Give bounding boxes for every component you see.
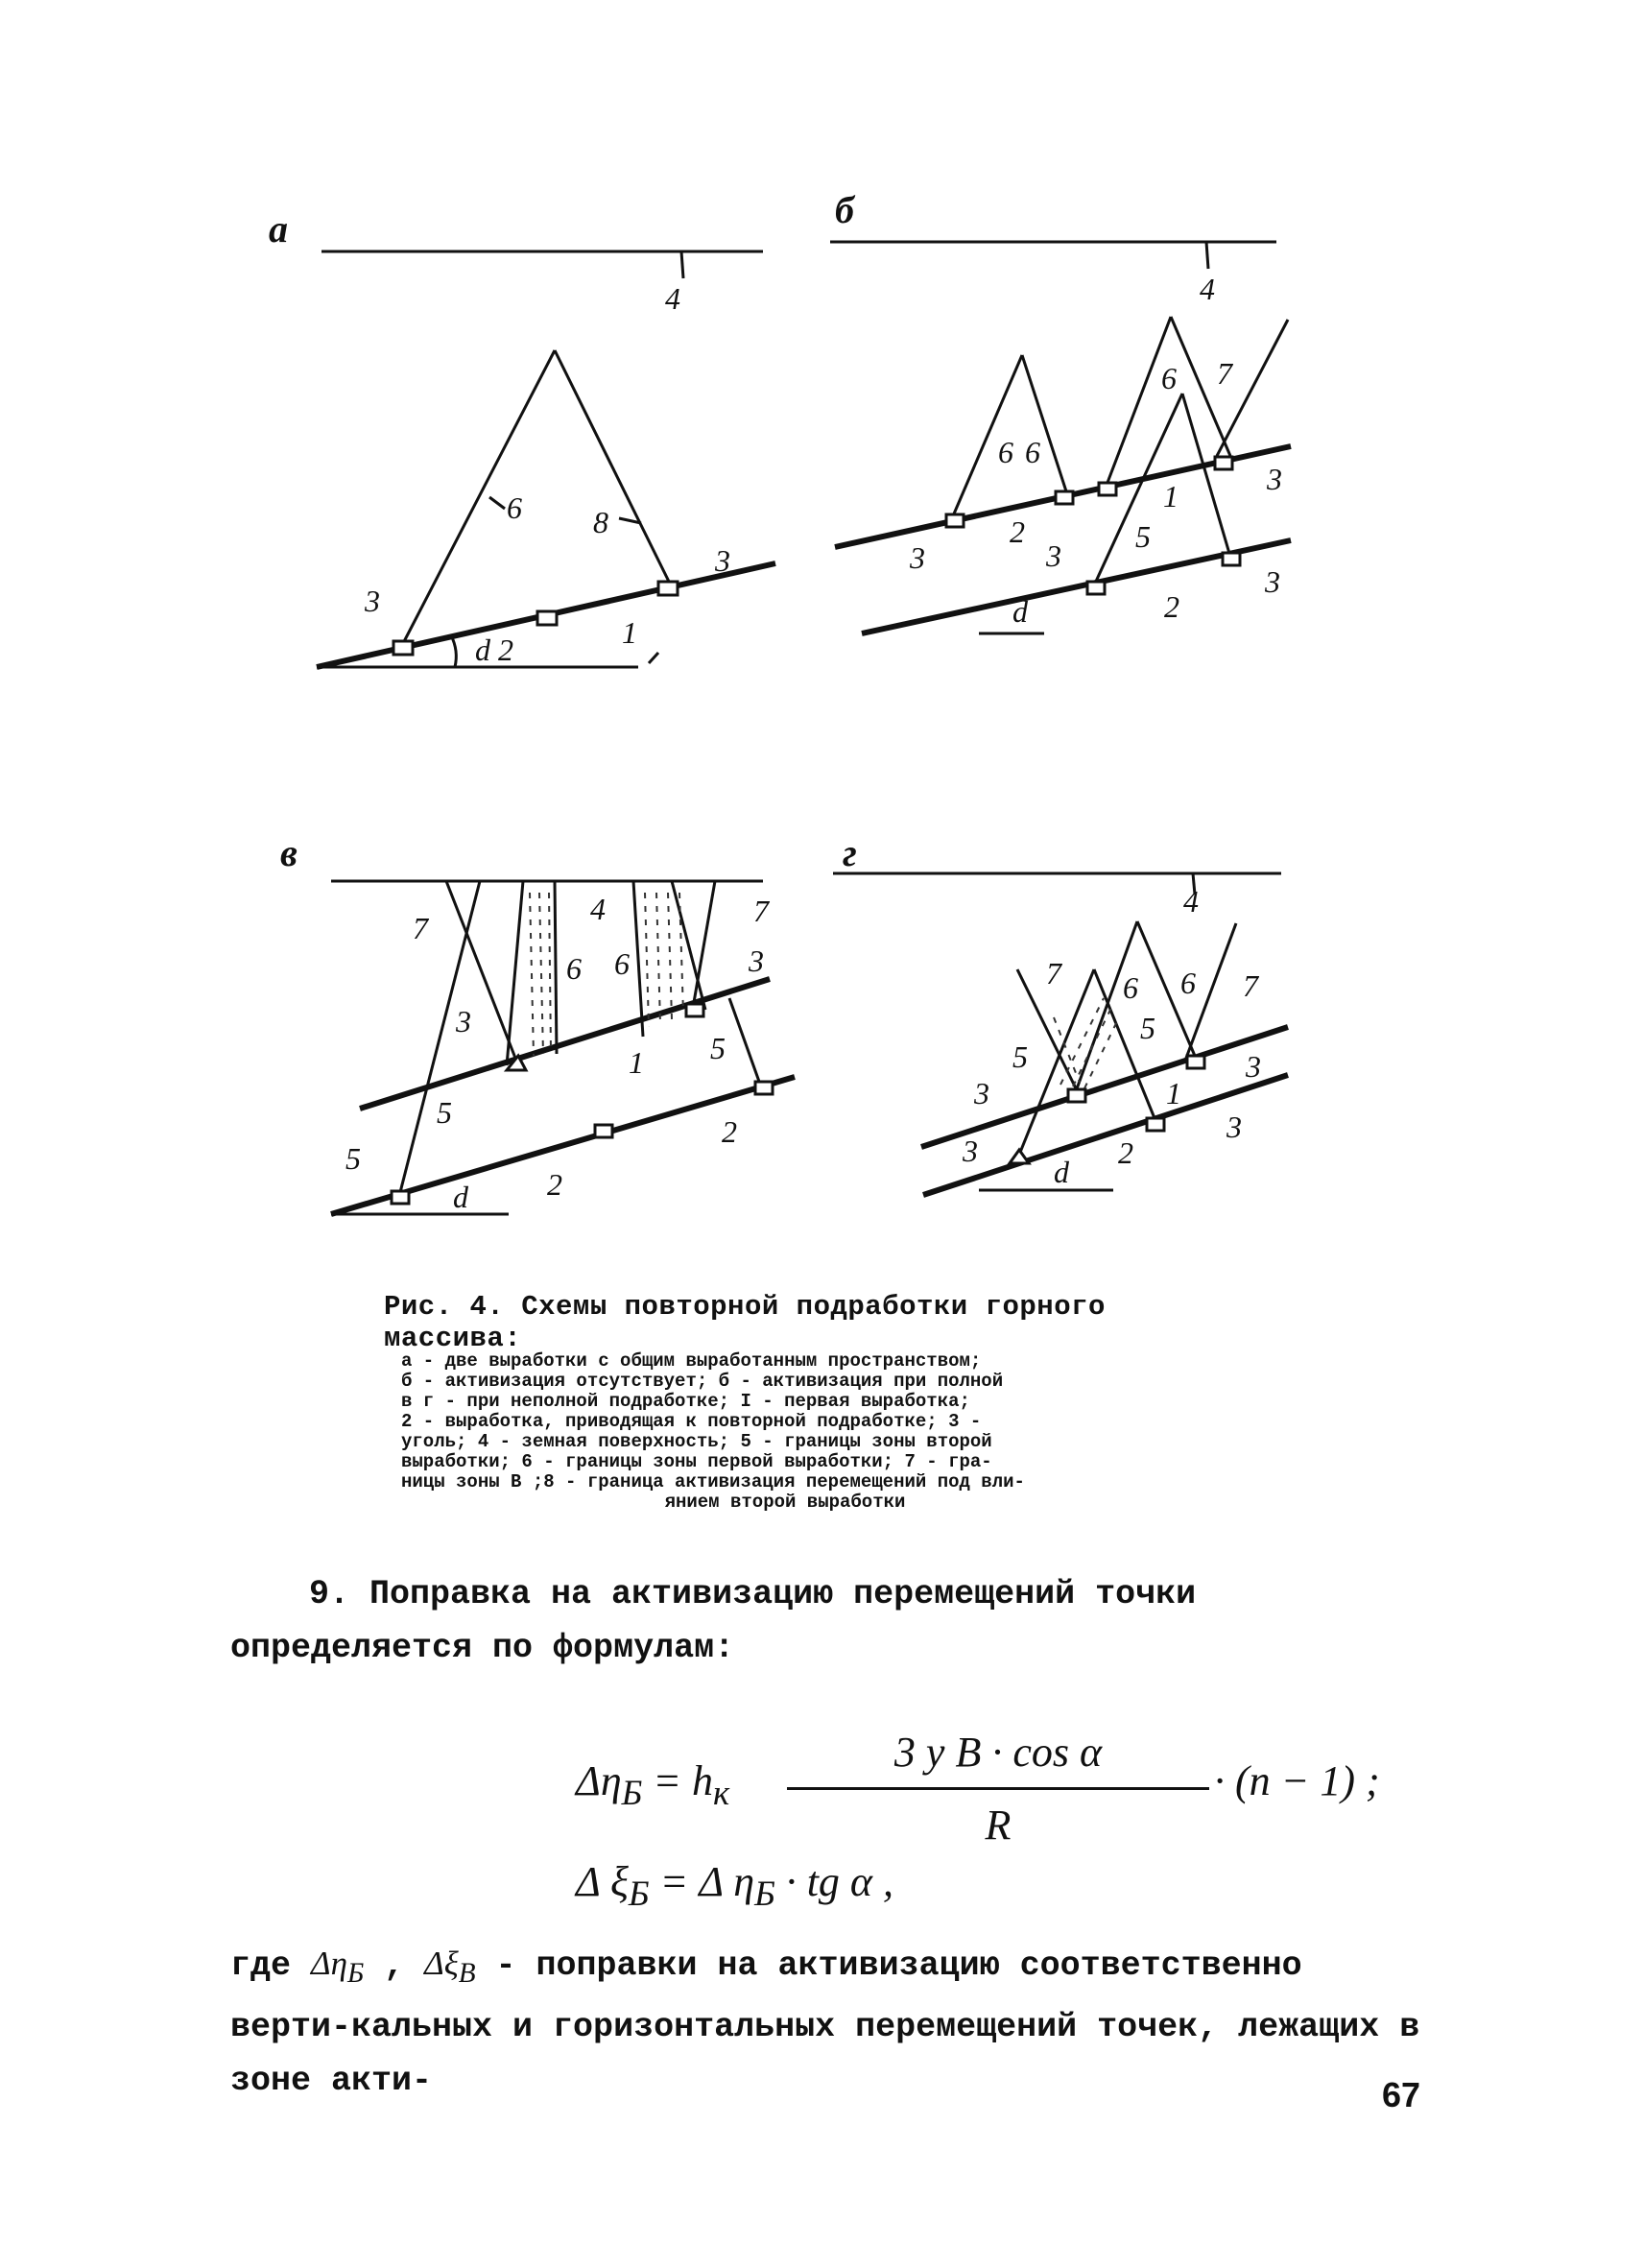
panel-v-letter: в — [280, 831, 298, 874]
panel-a-leader — [489, 497, 505, 509]
panel-g-label: 3 — [963, 1134, 978, 1168]
where-text: - поправки на активизацию соответственно верти-кальных и горизонтальных перемещений точек, лежащих в зоне акти- — [230, 1946, 1420, 2100]
formula-2-lhs: Δ ξ — [576, 1858, 629, 1905]
legend-line: б - активизация отсутствует; б - активизация при полной — [401, 1371, 1004, 1392]
panel-v-zone-line — [398, 881, 480, 1200]
where-paragraph — [230, 1937, 1420, 2108]
panel-a-label: 8 — [593, 505, 608, 539]
panel-b-zone-line — [1106, 317, 1171, 488]
panel-v-label: 3 — [456, 1004, 471, 1039]
panel-g-working-mark — [1147, 1118, 1164, 1131]
formula-1-lhs — [576, 1756, 729, 1813]
panel-v-label: 3 — [749, 943, 764, 978]
where-symbol-1: Δη — [311, 1945, 347, 1982]
figure-legend — [401, 1351, 1169, 1513]
panel-b-label: 3 — [910, 540, 925, 575]
where-symbol-1-sub: Б — [346, 1958, 365, 1989]
panel-b-label: 2 — [1164, 589, 1179, 624]
panel-v-label: 2 — [722, 1114, 737, 1149]
panel-g-zone-line — [1075, 921, 1137, 1094]
panel-v-working-mark — [755, 1082, 773, 1094]
panel-b-label: 6 — [998, 435, 1013, 469]
paragraph-9: 9. Поправка на активизацию перемещений точки определяется по формулам: — [230, 1575, 1197, 1667]
panel-b-label: 3 — [1265, 564, 1280, 599]
panel-g-label: 1 — [1166, 1076, 1181, 1110]
formula-2-tail: · tg α , — [785, 1858, 894, 1905]
formula-2-rhs-sub: Б — [754, 1873, 775, 1913]
panel-v-label: 5 — [437, 1095, 452, 1130]
panel-a-surface-leader — [681, 251, 683, 278]
panel-g-label: 7 — [1243, 968, 1258, 1003]
legend-line: ницы зоны В ;8 - граница активизация перемещений под вли- — [401, 1471, 1025, 1492]
panel-b-working-mark — [1099, 483, 1116, 495]
formula-1-lhs-sub: Б — [621, 1772, 643, 1812]
panel-g-label: 3 — [1246, 1049, 1261, 1084]
panel-v-seam-1 — [360, 979, 770, 1109]
panel-b-label: 4 — [1200, 272, 1215, 306]
panel-g-zone-line — [1017, 969, 1094, 1159]
panel-v-label: 7 — [753, 894, 769, 928]
formula-1-fraction-bar — [787, 1787, 1209, 1790]
panel-b-label: 2 — [1010, 514, 1025, 549]
panel-g-label: 2 — [1118, 1135, 1133, 1170]
panel-g-working-mark — [1187, 1056, 1204, 1068]
formula-1-numerator: 3 у В · cos α — [893, 1729, 1103, 1776]
panel-v-label: 4 — [590, 892, 606, 926]
panel-g-label: 6 — [1123, 970, 1138, 1005]
panel-v-zone-line — [729, 998, 763, 1092]
panel-g-label: d — [1054, 1155, 1069, 1189]
panel-v-label: d — [453, 1180, 468, 1214]
panel-a-label: 3 — [365, 584, 380, 618]
panel-v-label: 7 — [413, 911, 428, 945]
panel-g-label: 5 — [1012, 1039, 1028, 1074]
panel-a-angle-arc — [451, 635, 456, 667]
panel-b-label: 6 — [1025, 435, 1040, 469]
panel-a-label: d 2 — [475, 633, 513, 667]
panel-g-label: 5 — [1140, 1011, 1155, 1045]
panel-g-label: 3 — [974, 1076, 989, 1110]
panel-v-zone-line — [633, 881, 643, 1037]
legend-line: уголь; 4 - земная поверхность; 5 - границы зоны второй — [401, 1431, 992, 1452]
panel-g-label: 4 — [1183, 884, 1199, 919]
legend-line: а - две выработки с общим выработанным пространством; — [401, 1350, 982, 1372]
panel-v-working-mark — [686, 1004, 703, 1016]
panel-g-label: 6 — [1180, 966, 1196, 1000]
formula-1-factor: = h — [653, 1757, 713, 1804]
panel-a-label: 3 — [715, 543, 730, 578]
panel-a-tick — [649, 653, 658, 663]
panel-g-label: 7 — [1046, 956, 1061, 991]
formula-1-tail: · (n − 1) ; — [1214, 1757, 1380, 1804]
panel-b-working-mark — [1215, 457, 1232, 469]
panel-b-working-mark — [946, 514, 964, 527]
panel-a-working-mark — [658, 582, 678, 595]
panel-v-label: 2 — [547, 1167, 562, 1202]
panel-a-working-mark — [537, 611, 557, 625]
panel-a-letter: а — [269, 207, 288, 251]
panel-v-zone-line — [693, 881, 715, 1008]
formula-2-lhs-sub: Б — [628, 1873, 650, 1913]
panel-b-label: 6 — [1161, 361, 1177, 395]
legend-line: выработки; 6 - границы зоны первой выработки; 7 - гра- — [401, 1451, 992, 1472]
panel-a-label: 6 — [507, 490, 522, 525]
panel-v-zone-line — [507, 881, 523, 1065]
panel-b-zone-line — [1182, 394, 1230, 557]
panel-v-working-mark — [595, 1125, 612, 1137]
panel-g-working-mark — [1010, 1150, 1029, 1163]
formula-1-factor-sub: к — [712, 1772, 730, 1812]
panel-b-label: d — [1012, 594, 1028, 629]
figure-caption-title: Рис. 4. Схемы повторной подработки горного массива: — [384, 1291, 1106, 1354]
panel-v — [280, 831, 795, 1214]
panel-v-label: 5 — [710, 1031, 726, 1065]
panel-b-working-mark — [1056, 491, 1073, 504]
where-lead: где — [230, 1946, 292, 1985]
panel-b-label: 3 — [1267, 462, 1282, 496]
panel-g-letter: г — [843, 831, 857, 874]
panel-g-label: 3 — [1226, 1110, 1242, 1144]
panel-v-label: 1 — [629, 1045, 644, 1080]
formula-1-lhs-symbol: Δη — [576, 1757, 622, 1804]
panel-v-label: 5 — [345, 1141, 361, 1176]
panel-a-working-mark — [393, 641, 413, 655]
panel-a-zone-left — [398, 350, 555, 653]
legend-line: 2 - выработка, приводящая к повторной подработке; 3 - — [401, 1411, 982, 1432]
formula-1-denominator: R — [985, 1802, 1012, 1849]
panel-b-surface-leader — [1206, 242, 1208, 269]
panel-b-label: 5 — [1135, 519, 1151, 554]
panel-b-label: 3 — [1046, 538, 1061, 573]
panel-v-label: 6 — [614, 946, 630, 981]
panel-b — [830, 188, 1291, 633]
panel-v-label: 6 — [566, 951, 582, 986]
panel-a-label: 4 — [665, 281, 680, 316]
formula-2 — [576, 1857, 893, 1914]
panel-g — [833, 831, 1288, 1195]
panel-b-working-mark — [1087, 582, 1105, 594]
panel-v-working-mark — [392, 1191, 409, 1204]
panel-b-label: 1 — [1163, 479, 1179, 513]
formula-2-rhs: = Δ η — [659, 1858, 755, 1905]
panel-v-zone-line — [555, 881, 557, 1054]
panel-a-zone-right — [555, 350, 672, 587]
panel-b-letter: б — [835, 188, 854, 231]
where-symbol-2-sub: В — [458, 1958, 476, 1989]
panel-g-working-mark — [1068, 1089, 1085, 1102]
legend-line: янием второй выработки — [664, 1492, 906, 1513]
panel-a-label: 1 — [622, 615, 637, 650]
where-comma: , — [364, 1946, 425, 1985]
panel-v-zone-line — [672, 881, 705, 1010]
page-number: 67 — [1381, 2075, 1420, 2114]
panel-a — [269, 207, 775, 667]
where-symbol-2: Δξ — [424, 1945, 459, 1982]
panel-b-label: 7 — [1217, 356, 1232, 391]
legend-line: в г - при неполной подработке; I - первая выработка; — [401, 1391, 970, 1412]
panel-b-zone-line — [1022, 355, 1067, 494]
panel-g-hatched-zone — [1054, 998, 1119, 1088]
panel-b-working-mark — [1223, 553, 1240, 565]
